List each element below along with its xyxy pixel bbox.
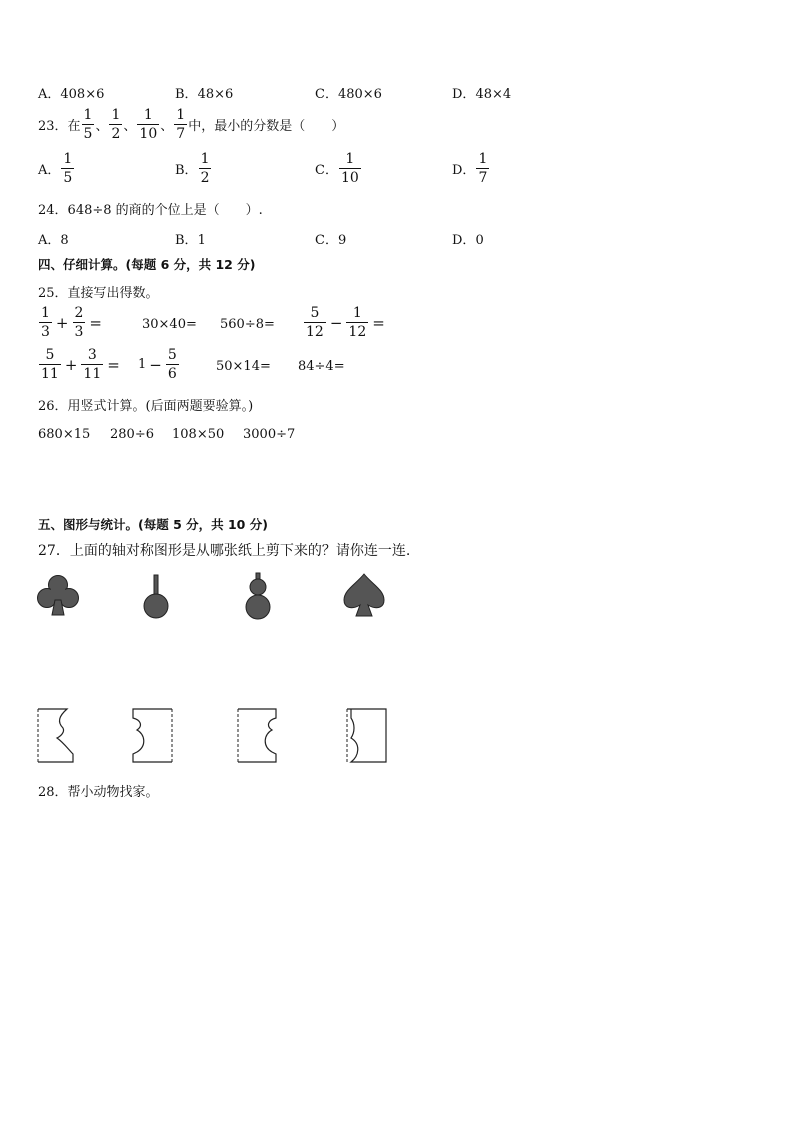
q23-option-d: D． $\frac{1}{7}$ — [452, 151, 488, 186]
gourd-shape-icon — [243, 572, 273, 622]
section-5-title: 五、图形与统计。(每题 5 分，共 10 分) — [38, 517, 268, 532]
paper-cut-2-icon[interactable] — [131, 708, 175, 764]
q22-option-c: C．480×6 — [315, 87, 382, 102]
q25-stem: 25．直接写出得数。 — [38, 286, 159, 301]
q26-item-2: 280÷6 — [110, 427, 154, 442]
q25-expr-8: 84÷4= — [298, 359, 345, 374]
q25-expr-1: $\frac{1}{3}$ + $\frac{2}{3}$ = — [41, 305, 102, 340]
q23-option-b: B． $\frac{1}{2}$ — [175, 151, 210, 186]
q23-option-a: A． $\frac{1}{5}$ — [38, 151, 73, 186]
q26-stem: 26．用竖式计算。(后面两题要验算。) — [38, 399, 254, 414]
q25-expr-3: 560÷8= — [220, 317, 275, 332]
fraction: $\frac{1}{5}$ — [83, 107, 93, 142]
flask-shape-icon — [141, 574, 171, 622]
q25-expr-6: 1 − $\frac{5}{6}$ — [138, 347, 177, 382]
q22-option-a: A．408×6 — [38, 87, 105, 102]
paper-cut-1-icon[interactable] — [37, 708, 79, 764]
q24-option-b: B．1 — [175, 233, 206, 248]
q25-expr-5: $\frac{5}{11}$ + $\frac{3}{11}$ = — [41, 347, 120, 382]
q22-option-b: B．48×6 — [175, 87, 234, 102]
fraction: $\frac{1}{2}$ — [111, 107, 121, 142]
fraction: $\frac{1}{7}$ — [176, 107, 186, 142]
q26-item-4: 3000÷7 — [243, 427, 296, 442]
q23-option-c: C． $\frac{1}{10}$ — [315, 151, 359, 186]
paper-cut-4-icon[interactable] — [345, 708, 389, 764]
q24-option-a: A．8 — [38, 233, 69, 248]
q25-expr-4: $\frac{5}{12}$ − $\frac{1}{12}$ = — [306, 305, 385, 340]
q25-expr-2: 30×40= — [142, 317, 197, 332]
q28-stem: 28．帮小动物找家。 — [38, 785, 159, 800]
paper-cut-3-icon[interactable] — [236, 708, 280, 764]
club-shape-icon — [36, 574, 80, 620]
q23-stem: 23．在 $\frac{1}{5}$ 、 $\frac{1}{2}$ 、 $\frac{1}{10}$ 、 $\frac{1}{7}$ 中，最小的分数是（ ） — [38, 107, 345, 142]
q24-option-d: D．0 — [452, 233, 484, 248]
q24-stem: 24．648÷8 的商的个位上是（ ）. — [38, 203, 263, 218]
q26-item-3: 108×50 — [172, 427, 225, 442]
fraction: $\frac{1}{10}$ — [139, 107, 158, 142]
q25-expr-7: 50×14= — [216, 359, 271, 374]
spade-shape-icon — [342, 572, 386, 620]
section-4-title: 四、仔细计算。(每题 6 分，共 12 分) — [38, 257, 256, 272]
q26-item-1: 680×15 — [38, 427, 91, 442]
q27-stem: 27．上面的轴对称图形是从哪张纸上剪下来的？请你连一连. — [38, 543, 411, 559]
q24-option-c: C．9 — [315, 233, 347, 248]
q22-option-d: D．48×4 — [452, 87, 512, 102]
